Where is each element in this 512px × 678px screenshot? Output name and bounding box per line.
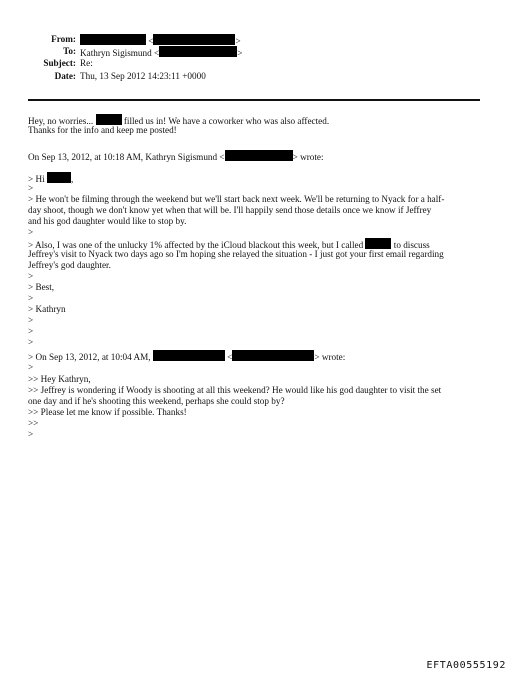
quoted-line: Jeffrey's visit to Nyack two days ago so I'm hoping she relayed the situation - I just got your first email regarding [28, 249, 444, 259]
document-id: EFTA00555192 [426, 660, 506, 671]
quoted-line: > [28, 315, 34, 325]
quoted-line: > On Sep 13, 2012, at 10:04 AM, < > wrote: [28, 352, 346, 362]
quoted-line: > [28, 326, 34, 336]
quoted-line: > [28, 183, 34, 193]
quoted-line: > Best, [28, 282, 55, 292]
redacted-block [365, 238, 391, 249]
quoted-line: Jeffrey's god daughter. [28, 260, 111, 270]
quoted-line: > Kathryn [28, 304, 66, 314]
body-line: Thanks for the info and keep me posted! [28, 125, 177, 135]
angle-close: > [235, 36, 241, 46]
redacted-block [153, 34, 235, 45]
date-value: Thu, 13 Sep 2012 14:23:11 +0000 [80, 71, 206, 81]
redacted-block [159, 46, 237, 57]
from-label: From: [51, 34, 76, 44]
quoted-line: day shoot, though we don't know yet when that will be. I'll happily send those details once we know if Jeffrey [28, 205, 432, 215]
subject-label: Subject: [43, 58, 76, 68]
quoted-line: >> [28, 418, 39, 428]
angle-open: < [154, 48, 160, 58]
to-value [80, 46, 242, 59]
to-label: To: [63, 46, 76, 56]
angle-close: > [237, 48, 243, 58]
quoted-line: > [28, 293, 34, 303]
to-name: Kathryn Sigismund [80, 48, 152, 58]
redacted-block [47, 172, 71, 183]
redacted-block [153, 350, 225, 361]
quoted-line: > [28, 271, 34, 281]
body-line: Hey, no worries... filled us in! We have a coworker who was also affected. [28, 116, 330, 126]
quoted-line: > [28, 337, 34, 347]
redacted-block [80, 34, 146, 45]
quoted-line: >> Hey Kathryn, [28, 374, 91, 384]
redacted-block [225, 150, 293, 161]
quoted-line: and his god daughter would like to stop by. [28, 216, 187, 226]
quoted-line: one day and if he's shooting this weekend, perhaps she could stop by? [28, 396, 285, 406]
quoted-line: > [28, 429, 34, 439]
redacted-block [232, 350, 314, 361]
quoted-line: >> Please let me know if possible. Thanks! [28, 407, 187, 417]
quoted-line: > He won't be filming through the weekend but we'll start back next week. We'll be returning to Nyack for a half- [28, 194, 445, 204]
quote-header-line: On Sep 13, 2012, at 10:18 AM, Kathryn Sigismund < > wrote: [28, 152, 324, 162]
date-label: Date: [54, 71, 76, 81]
subject-value: Re: [80, 58, 93, 68]
quoted-line: > Also, I was one of the unlucky 1% affected by the iCloud blackout this week, but I called to discuss [28, 240, 430, 250]
quoted-line: > [28, 227, 34, 237]
quoted-line: >> Jeffrey is wondering if Woody is shooting at all this weekend? He would like his god daughter to visit the set [28, 385, 442, 395]
redacted-block [96, 114, 122, 125]
quoted-line: > Hi , [28, 174, 74, 184]
angle-open: < [148, 36, 154, 46]
quoted-line: > [28, 362, 34, 372]
header-divider [28, 99, 480, 101]
